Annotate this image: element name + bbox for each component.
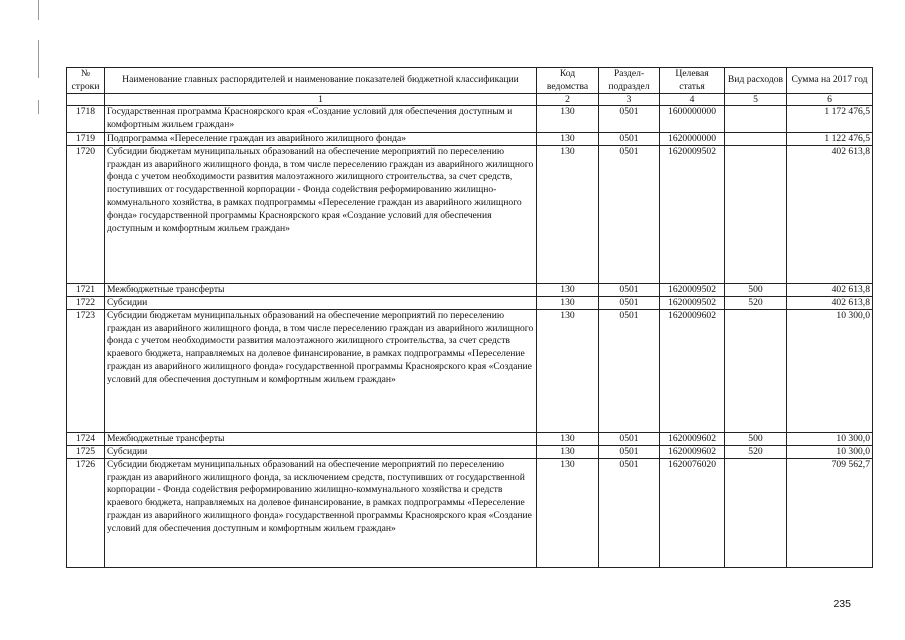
row-section: 0501 bbox=[599, 296, 660, 309]
row-type: 500 bbox=[725, 432, 787, 445]
row-amount: 10 300,0 bbox=[787, 309, 873, 432]
column-number: 2 bbox=[537, 94, 599, 106]
row-type bbox=[725, 145, 787, 283]
row-target: 1620076020 bbox=[660, 458, 725, 567]
page-number: 235 bbox=[833, 598, 851, 610]
row-name: Межбюджетные трансферты bbox=[105, 283, 537, 296]
header-dept-code: Код ведомства bbox=[537, 68, 599, 94]
row-dept: 130 bbox=[537, 445, 599, 458]
row-section: 0501 bbox=[599, 132, 660, 145]
column-number: 4 bbox=[660, 94, 725, 106]
row-amount: 10 300,0 bbox=[787, 432, 873, 445]
row-no: 1720 bbox=[67, 145, 105, 283]
column-number: 6 bbox=[787, 94, 873, 106]
table-row bbox=[67, 296, 873, 309]
row-dept: 130 bbox=[537, 432, 599, 445]
row-target: 1620009602 bbox=[660, 432, 725, 445]
row-target: 1620009502 bbox=[660, 145, 725, 283]
header-target: Целевая статья bbox=[660, 68, 725, 94]
row-dept: 130 bbox=[537, 309, 599, 432]
row-section: 0501 bbox=[599, 445, 660, 458]
column-number bbox=[67, 94, 105, 106]
row-no: 1722 bbox=[67, 296, 105, 309]
row-amount: 1 122 476,5 bbox=[787, 132, 873, 145]
row-type bbox=[725, 132, 787, 145]
row-type: 520 bbox=[725, 445, 787, 458]
table-row bbox=[67, 432, 873, 445]
row-amount: 402 613,8 bbox=[787, 296, 873, 309]
row-dept: 130 bbox=[537, 132, 599, 145]
budget-table bbox=[66, 67, 873, 568]
binder-mark-middle bbox=[38, 40, 39, 78]
row-no: 1723 bbox=[67, 309, 105, 432]
column-number: 1 bbox=[105, 94, 537, 106]
row-name: Субсидии бюджетам муниципальных образований на обеспечение мероприятий по переселению граждан из аварийного жилищного фонда, в том числе переселению граждан из аварийного жилищного фонда с учетом необходимости развития малоэтажного жилищного строительства, за счет средств, поступивших от государственной корпорации - Фонда содействия реформированию жилищно-коммунального хозяйства, в рамках подпрограммы «Переселение граждан из аварийного жилищного фонда» государственной программы Красноярского края «Создание условий для обеспечения доступным и комфортным жильем граждан» bbox=[105, 145, 537, 283]
row-target: 1620009602 bbox=[660, 309, 725, 432]
header-section: Раздел-подраздел bbox=[599, 68, 660, 94]
row-target: 1620009502 bbox=[660, 296, 725, 309]
row-name: Межбюджетные трансферты bbox=[105, 432, 537, 445]
table-row bbox=[67, 445, 873, 458]
row-amount: 1 172 476,5 bbox=[787, 106, 873, 133]
row-dept: 130 bbox=[537, 106, 599, 133]
row-type: 500 bbox=[725, 283, 787, 296]
row-no: 1725 bbox=[67, 445, 105, 458]
row-type: 520 bbox=[725, 296, 787, 309]
row-no: 1721 bbox=[67, 283, 105, 296]
row-target: 1620000000 bbox=[660, 132, 725, 145]
row-section: 0501 bbox=[599, 106, 660, 133]
row-name: Субсидии bbox=[105, 445, 537, 458]
table-row bbox=[67, 309, 873, 432]
row-no: 1724 bbox=[67, 432, 105, 445]
row-amount: 402 613,8 bbox=[787, 145, 873, 283]
row-section: 0501 bbox=[599, 145, 660, 283]
row-amount: 402 613,8 bbox=[787, 283, 873, 296]
row-section: 0501 bbox=[599, 309, 660, 432]
row-dept: 130 bbox=[537, 283, 599, 296]
row-type bbox=[725, 458, 787, 567]
row-no: 1719 bbox=[67, 132, 105, 145]
binder-mark-top bbox=[38, 0, 39, 20]
header-expense-type: Вид расходов bbox=[725, 68, 787, 94]
row-name: Субсидии бюджетам муниципальных образований на обеспечение мероприятий по переселению граждан из аварийного жилищного фонда, в том числе переселению граждан из аварийного жилищного фонда с учетом необходимости развития малоэтажного жилищного строительства, за счет средств краевого бюджета, направляемых на долевое финансирование, в рамках подпрограммы «Переселение граждан из аварийного жилищного фонда» государственной программы Красноярского края «Создание условий для обеспечения доступным и комфортным жильем граждан» bbox=[105, 309, 537, 432]
row-target: 1620009602 bbox=[660, 445, 725, 458]
row-no: 1718 bbox=[67, 106, 105, 133]
table-row bbox=[67, 145, 873, 283]
header-row bbox=[67, 68, 873, 94]
row-type bbox=[725, 106, 787, 133]
row-type bbox=[725, 309, 787, 432]
column-number: 5 bbox=[725, 94, 787, 106]
binder-mark-lower bbox=[38, 100, 39, 114]
table-row bbox=[67, 283, 873, 296]
row-section: 0501 bbox=[599, 432, 660, 445]
table-row bbox=[67, 132, 873, 145]
row-name: Государственная программа Красноярского края «Создание условий для обеспечения доступным и комфортным жильем граждан» bbox=[105, 106, 537, 133]
header-amount: Сумма на 2017 год bbox=[787, 68, 873, 94]
row-section: 0501 bbox=[599, 283, 660, 296]
row-amount: 709 562,7 bbox=[787, 458, 873, 567]
row-amount: 10 300,0 bbox=[787, 445, 873, 458]
row-dept: 130 bbox=[537, 296, 599, 309]
table-row bbox=[67, 458, 873, 567]
row-name: Подпрограмма «Переселение граждан из аварийного жилищного фонда» bbox=[105, 132, 537, 145]
row-target: 1600000000 bbox=[660, 106, 725, 133]
column-number-row bbox=[67, 94, 873, 106]
row-dept: 130 bbox=[537, 458, 599, 567]
row-no: 1726 bbox=[67, 458, 105, 567]
column-number: 3 bbox=[599, 94, 660, 106]
row-name: Субсидии bbox=[105, 296, 537, 309]
row-section: 0501 bbox=[599, 458, 660, 567]
row-target: 1620009502 bbox=[660, 283, 725, 296]
header-row-no: № строки bbox=[67, 68, 105, 94]
row-dept: 130 bbox=[537, 145, 599, 283]
table-row bbox=[67, 106, 873, 133]
header-name: Наименование главных распорядителей и наименование показателей бюджетной классификации bbox=[105, 68, 537, 94]
row-name: Субсидии бюджетам муниципальных образований на обеспечение мероприятий по переселению граждан из аварийного жилищного фонда, за исключением средств, поступивших от государственной корпорации - Фонда содействия реформированию жилищно-коммунального хозяйства и средств краевого бюджета, направляемых на долевое финансирование, в рамках подпрограммы «Переселение граждан из аварийного жилищного фонда» государственной программы Красноярского края «Создание условий для обеспечения доступным и комфортным жильем граждан» bbox=[105, 458, 537, 567]
